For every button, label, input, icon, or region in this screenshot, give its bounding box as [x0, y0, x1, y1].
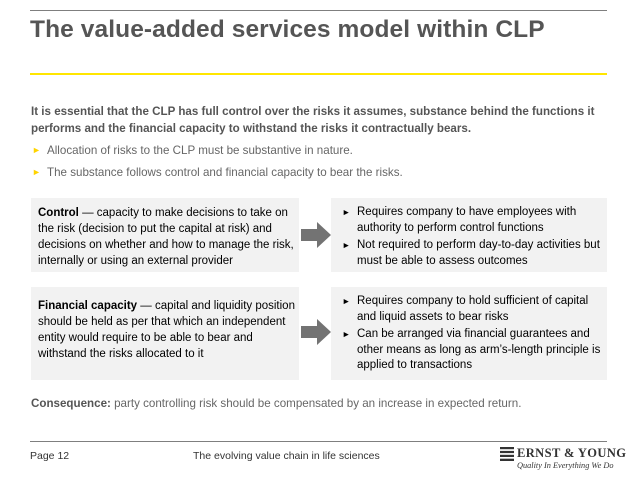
yellow-triangle-icon: ► [32, 167, 41, 177]
requirement-item [331, 205, 607, 236]
control-description: — capacity to make decisions to take on the risk (decision to put the capital at risk) and decisions on whether and how to manage the risk, internally or using an external provider [38, 207, 294, 267]
financial-capacity-description: — capital and liquidity position should be held as per that which an independent entity would require to be able to bear and withstand the risks allocated to it [38, 300, 295, 360]
logo-tagline: Quality In Everything We Do [517, 461, 614, 470]
black-triangle-icon: ► [342, 296, 351, 306]
requirement-text: Not required to perform day-to-day activities but must be able to assess outcomes [357, 239, 600, 267]
right-arrow-icon [301, 319, 331, 345]
bullet-text: The substance follows control and financial capacity to bear the risks. [47, 166, 403, 179]
ey-logo-icon [500, 447, 514, 461]
requirement-text: Requires company to have employees with authority to perform control functions [357, 206, 577, 234]
bullet-item [31, 143, 606, 158]
footer-document-title: The evolving value chain in life sciences [193, 450, 380, 462]
consequence-statement [31, 397, 606, 410]
control-requirements-box [331, 198, 607, 272]
financial-capacity-definition [38, 287, 299, 362]
footer-rule [30, 441, 607, 442]
black-triangle-icon: ► [342, 329, 351, 339]
financial-capacity-requirements-list [331, 287, 607, 374]
requirement-item [331, 238, 607, 269]
control-definition-box [31, 198, 299, 272]
requirement-item [331, 327, 607, 374]
bullet-item [31, 165, 606, 180]
top-rule [30, 10, 607, 11]
control-heading: Control [38, 207, 79, 219]
company-logo [500, 444, 627, 474]
logo-wordmark: ERNST & YOUNG [517, 446, 627, 460]
control-requirements-list [331, 198, 607, 269]
intro-paragraph: It is essential that the CLP has full control over the risks it assumes, substance behind the functions it performs and the financial capacity to withstand the risks it contractually bears. [31, 105, 595, 135]
bullet-list [31, 143, 606, 187]
consequence-text: party controlling risk should be compensated by an increase in expected return. [110, 397, 522, 410]
financial-capacity-heading: Financial capacity [38, 300, 138, 312]
consequence-label: Consequence: [31, 397, 111, 410]
bullet-text: Allocation of risks to the CLP must be substantive in nature. [47, 144, 353, 157]
requirement-text: Requires company to hold sufficient of capital and liquid assets to bear risks [357, 295, 589, 323]
control-definition [38, 198, 299, 269]
requirement-text: Can be arranged via financial guarantees and other means as long as arm’s-length principle is applied to transactions [357, 328, 601, 371]
black-triangle-icon: ► [342, 240, 351, 250]
yellow-triangle-icon: ► [32, 145, 41, 155]
black-triangle-icon: ► [342, 207, 351, 217]
page-title: The value-added services model within CLP [30, 16, 545, 43]
page-number: Page 12 [30, 450, 70, 462]
title-underline [30, 73, 607, 75]
financial-capacity-requirements-box [331, 287, 607, 380]
right-arrow-icon [301, 222, 331, 248]
requirement-item [331, 294, 607, 325]
financial-capacity-definition-box [31, 287, 299, 380]
